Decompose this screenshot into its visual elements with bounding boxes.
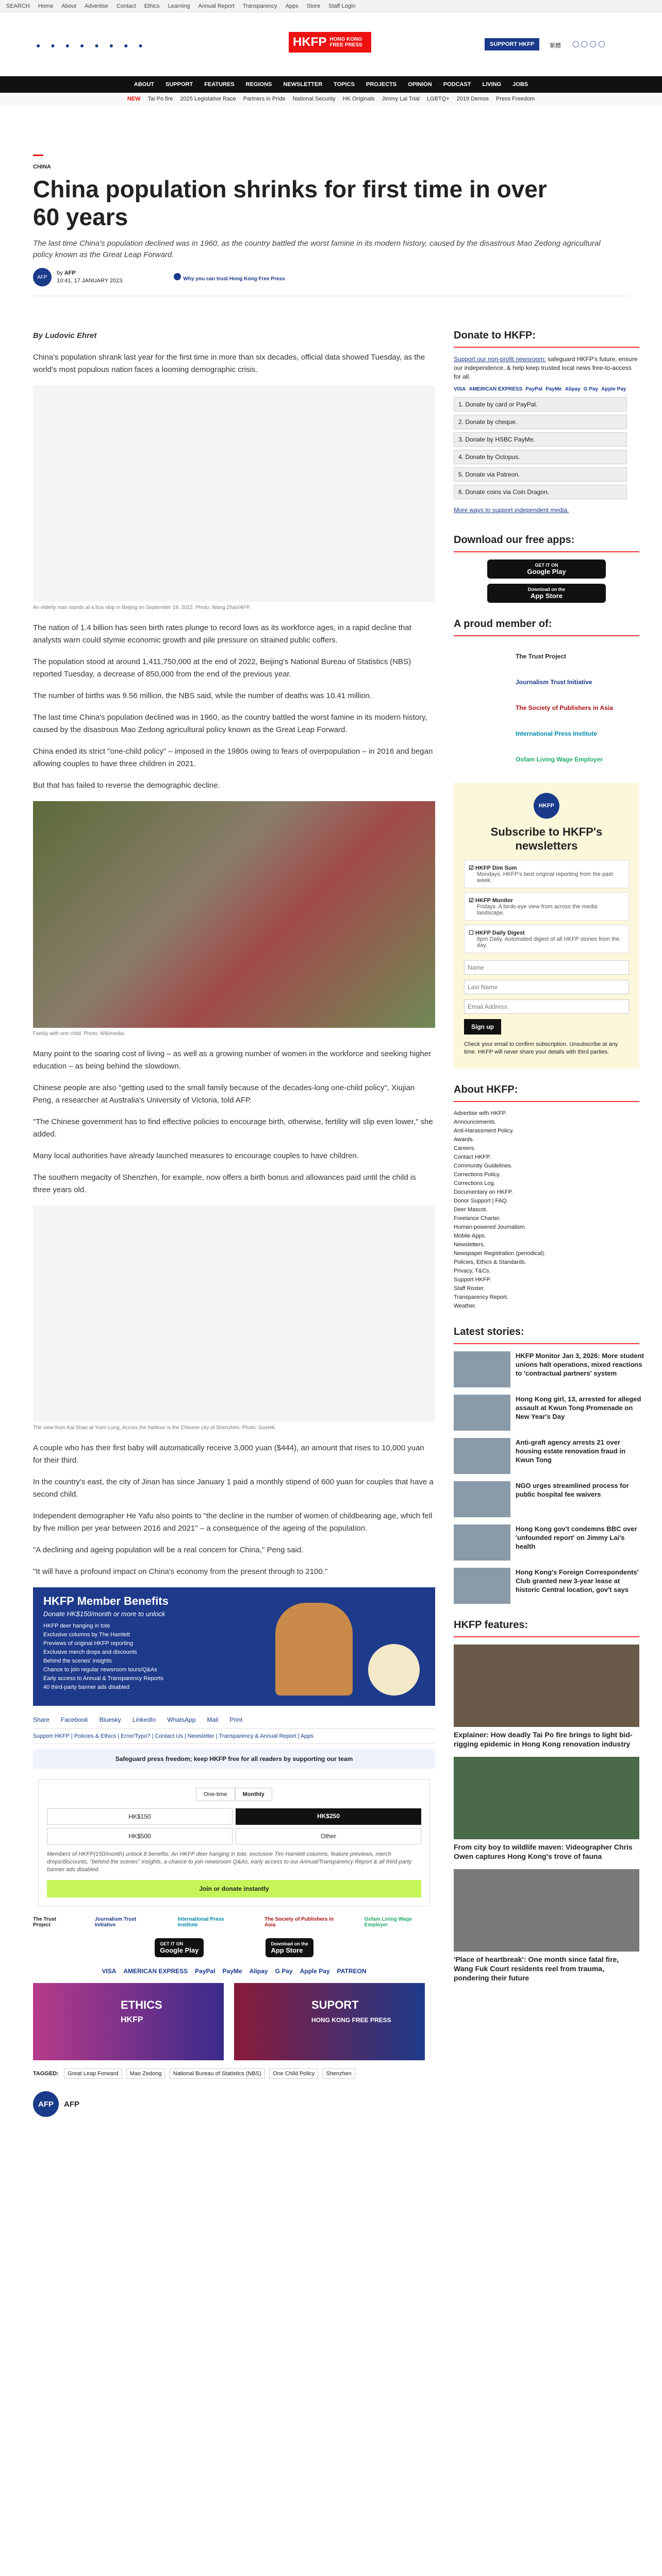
feature-image[interactable] — [454, 1645, 639, 1727]
latest-story[interactable]: Hong Kong gov't condemns BBC over 'unfounded report' on Jimmy Lai's health — [454, 1524, 644, 1561]
payme-logo: PayMe — [222, 1968, 242, 1975]
category-label[interactable]: CHINA — [33, 164, 51, 170]
nav-about[interactable]: ABOUT — [134, 81, 154, 88]
paragraph: A couple who has their first baby will automatically receive 3,000 yuan ($444), an amount that rises to 10,000 yuan for their third. — [33, 1444, 424, 1465]
trend-1[interactable]: Tai Po fire — [147, 96, 173, 102]
about-link[interactable]: Privacy, T&Cs. — [454, 1268, 491, 1274]
member-benefits-banner[interactable]: HKFP Member Benefits Donate HK$150/month or more to unlock HKFP deer hanging in tote Exclusive columns by The Hamlett Previews of original HKFP reporting Exclusive merch drops and discounts Behind the scenes' insights Chance to join regular newsroom tours/Q&As Early access to Annual & Transparency Reports 40 third-party banner ads disabled — [33, 1587, 435, 1706]
paragraph: The population stood at around 1,411,750,000 at the end of 2022, Beijing's National Bureau of Statistics (NBS) reported Tuesday, a decrease of 850,000 from the end of the previous year. — [33, 657, 411, 679]
caption: An elderly man stands at a bus stop in Beijing on September 19, 2022. Photo: Wang Zhao/AFP. — [33, 605, 251, 611]
about-link[interactable]: Anti-Harassment Policy. — [454, 1128, 514, 1134]
paragraph: Many point to the soaring cost of living – as well as a growing number of women in the workforce and seeking higher education – as being behind the slowdown. — [33, 1049, 432, 1071]
top-transparency[interactable]: Transparency — [242, 3, 277, 9]
sidebar-app-store[interactable]: Download on the App Store — [487, 584, 606, 603]
paypal-logo: PayPal — [195, 1968, 216, 1975]
deer-mascot — [275, 1603, 353, 1696]
nl-option-dimsum[interactable]: ☑ HKFP Dim Sum Mondays. HKFP's best original reporting from the past week. — [464, 860, 629, 888]
partner-jti[interactable]: Journalism Trust Initiative — [94, 1917, 137, 1928]
apps-heading: Download our free apps: — [454, 534, 639, 552]
header-icons[interactable]: ◯ ◯ ◯ ◯ — [572, 40, 605, 47]
shield-icon — [174, 273, 181, 280]
about-link[interactable]: Transparency Report. — [454, 1294, 508, 1300]
trend-3[interactable]: Partners in Pride — [243, 96, 286, 102]
top-home[interactable]: Home — [38, 3, 54, 9]
hkfp-circle-logo: HKFP — [534, 793, 559, 819]
ethics-promo[interactable]: ETHICS HKFP — [33, 1983, 224, 2060]
paragraph: "A declining and ageing population will be a real concern for China," Peng said. — [33, 1546, 304, 1554]
top-advertise[interactable]: Advertise — [84, 3, 108, 9]
top-store[interactable]: Store — [306, 3, 321, 9]
trend-7[interactable]: LGBTQ+ — [426, 96, 450, 102]
trend-8[interactable]: 2019 Demos — [456, 96, 489, 102]
name-field[interactable] — [464, 960, 629, 975]
newsletter-heading: Subscribe to HKFP's newsletters — [490, 825, 603, 852]
tag-item[interactable]: Shenzhen — [322, 2069, 355, 2079]
donate-heading: Donate to HKFP: — [454, 330, 639, 348]
newsletter-box — [454, 783, 639, 1069]
nl-option-monitor[interactable]: ☑ HKFP Monitor Fridays. A birds-eye view from across the media landscape. — [464, 892, 629, 921]
about-heading: About HKFP: — [454, 1084, 639, 1102]
feature-title[interactable]: From city boy to wildlife maven: Videographer Chris Owen captures Hong Kong's trove of fauna — [454, 1843, 633, 1860]
top-about[interactable]: About — [61, 3, 76, 9]
partner-oxfam[interactable]: Oxfam Living Wage Employer — [364, 1917, 412, 1928]
monthly-tab[interactable]: Monthly — [235, 1788, 272, 1801]
safeguard-line[interactable]: Safeguard press freedom; keep HKFP free for all readers by supporting our team — [33, 1749, 435, 1769]
about-link[interactable]: Mobile Apps. — [454, 1233, 486, 1239]
share-linkedin[interactable]: LinkedIn — [132, 1716, 156, 1723]
share-print[interactable]: Print — [229, 1716, 243, 1723]
latest-story[interactable]: Hong Kong girl, 13, arrested for alleged assault at Kwun Tong Promenade on New Year's Day — [454, 1395, 644, 1431]
trending-bar — [0, 93, 662, 105]
share-facebook[interactable]: Facebook — [61, 1716, 88, 1723]
about-link[interactable]: Documentary on HKFP. — [454, 1189, 513, 1195]
photo-shenzhen — [33, 1206, 435, 1422]
share-mail[interactable]: Mail — [207, 1716, 219, 1723]
amex-logo: AMERICAN EXPRESS — [123, 1968, 188, 1975]
photo-family — [33, 801, 435, 1028]
about-link[interactable]: Newspaper Registration (periodical). — [454, 1250, 545, 1257]
app-store-row — [33, 1938, 435, 1957]
caption: Family with one child. Photo: Wikimedia. — [33, 1031, 125, 1037]
paragraph: "It will have a profound impact on China's economy from the present through to 2100." — [33, 1567, 328, 1576]
feature-title[interactable]: 'Place of heartbreak': One month since fatal fire, Wang Fuk Court residents reel from trauma, pondering their future — [454, 1955, 619, 1982]
story-thumbnail — [454, 1351, 510, 1387]
sidebar-google-play[interactable]: GET IT ON Google Play — [487, 560, 606, 579]
about-link[interactable]: Announcements. — [454, 1119, 496, 1125]
app-store-badge[interactable]: Download on the App Store — [266, 1938, 313, 1957]
site-header — [0, 0, 662, 77]
nav-projects[interactable]: PROJECTS — [366, 81, 397, 88]
trend-9[interactable]: Press Freedom — [495, 96, 535, 102]
author-box — [33, 2091, 435, 2117]
about-link[interactable]: Newsletters. — [454, 1242, 485, 1248]
member-logos: The Trust Project Journalism Trust Initiative The Society of Publishers in Asia International Press Institute Oxfam Living Wage Employer — [516, 653, 613, 763]
story-thumbnail — [454, 1524, 510, 1561]
author-name[interactable]: AFP — [64, 270, 76, 276]
nl-option-digest[interactable]: ☐ HKFP Daily Digest 6pm Daily. Automated digest of all HKFP stories from the day. — [464, 925, 629, 953]
donate-cheque[interactable]: 2. Donate by cheque. — [454, 415, 627, 429]
last-name-field[interactable] — [464, 980, 629, 994]
partner-sopa[interactable]: The Society of Publishers in Asia — [264, 1917, 334, 1928]
trend-6[interactable]: Jimmy Lai Trial — [382, 96, 420, 102]
anniversary-badge — [368, 1644, 420, 1696]
google-play-badge[interactable]: GET IT ON Google Play — [155, 1938, 204, 1957]
tag-item[interactable]: Great Leap Forward — [64, 2069, 122, 2079]
nav-jobs[interactable]: JOBS — [512, 81, 528, 88]
support-button[interactable]: SUPPORT HKFP — [485, 38, 539, 50]
trend-2[interactable]: 2025 Legislative Race — [180, 96, 236, 102]
nav-support[interactable]: SUPPORT — [166, 81, 193, 88]
about-link[interactable]: Corrections Log. — [454, 1180, 495, 1187]
site-logo[interactable]: HKFP HONG KONG FREE PRESS — [289, 32, 371, 53]
support-links[interactable]: Support HKFP | Policies & Ethics | Error/Typo? | Contact Us | Newsletter | Transparency & Annual Report | Apps — [33, 1728, 435, 1744]
about-link[interactable]: Awards. — [454, 1137, 474, 1143]
publish-date: 10:41, 17 JANUARY 2023 — [57, 278, 123, 284]
about-link[interactable]: Human-powered Journalism. — [454, 1224, 526, 1230]
nav-living[interactable]: LIVING — [482, 81, 502, 88]
donate-card[interactable]: 1. Donate by card or PayPal. — [454, 397, 627, 412]
top-annual[interactable]: Annual Report — [198, 3, 235, 9]
about-link[interactable]: Staff Roster. — [454, 1285, 485, 1292]
tag-item[interactable]: National Bureau of Statistics (NBS) — [170, 2069, 265, 2079]
gpay-logo: G Pay — [275, 1968, 293, 1975]
standfirst: The last time China's population declined was in 1960, as the country battled the worst famine in its modern history, caused by the disastrous Mao Zedong agricultural policy known as the Great Leap Forward. — [33, 239, 601, 259]
about-link[interactable]: Policies, Ethics & Standards. — [454, 1259, 526, 1265]
feature-image[interactable] — [454, 1869, 639, 1952]
latest-story[interactable]: NGO urges streamlined process for public hospital fee waivers — [454, 1481, 644, 1517]
story-thumbnail — [454, 1481, 510, 1517]
about-link[interactable]: Contact HKFP. — [454, 1154, 491, 1160]
latest-heading: Latest stories: — [454, 1326, 639, 1344]
more-ways-link[interactable]: More ways to support independent media. — [454, 506, 569, 514]
donate-patreon[interactable]: 5. Donate via Patreon. — [454, 467, 627, 482]
author-box-name[interactable]: AFP — [64, 2099, 79, 2109]
about-link[interactable]: Advertise with HKFP. — [454, 1110, 507, 1116]
about-link[interactable]: Community Guidelines. — [454, 1163, 512, 1169]
category-rule — [33, 155, 43, 156]
donate-coins[interactable]: 6. Donate coins via Coin Dragon. — [454, 485, 627, 499]
nav-newsletter[interactable]: NEWSLETTER — [283, 81, 323, 88]
nav-regions[interactable]: REGIONS — [245, 81, 272, 88]
donate-note: Members of HKFP(150/month) unlock 8 benefits: An HKFP deer hanging in tote, exclusive Tim Hamlett columns, feature previews, merch drops/discounts, "behind the scenes" insights, a chance to join newsroom Q&As, early access to our Annual/Transparency Report & all third-party banner ads disabled. — [47, 1851, 412, 1873]
tag-item[interactable]: One Child Policy — [269, 2069, 318, 2079]
top-login[interactable]: Staff Login — [328, 3, 356, 9]
photo-elderly-man — [33, 385, 435, 602]
headline: China population shrinks for first time in over 60 years — [33, 176, 547, 230]
alipay-logo: Alipay — [249, 1968, 268, 1975]
paragraph: In the country's east, the city of Jinan has since January 1 paid a monthly stipend of 600 yuan for couples that have a second child. — [33, 1478, 434, 1499]
meta-row: AFP by AFP 10:41, 17 JANUARY 2023 Why you can trust Hong Kong Free Press — [33, 268, 629, 296]
paragraph: The southern megacity of Shenzhen, for example, now offers a birth bonus and allowances paid until the child is three years old. — [33, 1173, 416, 1194]
about-link[interactable]: Corrections Policy. — [454, 1172, 501, 1178]
paragraph: Many local authorities have already launched measures to encourage couples to have children. — [33, 1151, 359, 1160]
latest-story[interactable]: HKFP Monitor Jan 3, 2026: More student unions halt operations, mixed reactions to 'contractual partners' system — [454, 1351, 644, 1387]
nav-features[interactable]: FEATURES — [204, 81, 235, 88]
newsletter-note: Check your email to confirm subscription. Unsubscribe at any time. HKFP will never share your details with third parties. — [464, 1041, 618, 1055]
applepay-logo: Apple Pay — [300, 1968, 330, 1975]
paragraph: The number of births was 9.56 million, the NBS said, while the number of deaths was 10.41 million. — [33, 691, 372, 700]
about-link[interactable]: Donor Support | FAQ. — [454, 1198, 508, 1204]
caption: The view from Kai Shan at Yuen Long, Across the harbour is the Chinese city of Shenzhen. Photo: GovHK. — [33, 1425, 277, 1431]
payment-logos — [33, 1968, 435, 1975]
promo-row — [33, 1983, 435, 2060]
member-heading: A proud member of: — [454, 618, 639, 636]
author-box-avatar: AFP — [33, 2091, 59, 2117]
join-button[interactable]: Join or donate instantly — [47, 1880, 421, 1897]
feature-image[interactable] — [454, 1757, 639, 1839]
trust-link[interactable]: Why you can trust Hong Kong Free Press — [174, 273, 285, 282]
paragraph: "The Chinese government has to find effective policies to encourage birth, otherwise, fertility will slip even lower," she added. — [33, 1117, 433, 1139]
trend-5[interactable]: HK Originals — [342, 96, 375, 102]
top-search[interactable]: SEARCH — [6, 3, 30, 9]
top-bar — [0, 0, 662, 12]
paragraph: Chinese people are also "getting used to the small family because of the decades-long one-child policy", Xiujian Peng, a researcher at Australia's University of Victoria, told AFP. — [33, 1083, 415, 1105]
amount-250[interactable]: HK$250 — [236, 1808, 421, 1825]
partner-trust-project[interactable]: The Trust Project — [33, 1917, 57, 1928]
donate-payme[interactable]: 3. Donate by HSBC PayMe. — [454, 432, 627, 447]
latest-story[interactable]: Anti-graft agency arrests 21 over housing estate renovation fraud in Kwun Tong — [454, 1438, 644, 1474]
share-bluesky[interactable]: Bluesky — [99, 1716, 121, 1723]
about-list — [454, 1109, 639, 1311]
about-link[interactable]: Freelance Charter. — [454, 1215, 501, 1222]
paragraph: Independent demographer He Yafu also points to "the decline in the number of women of childbearing age, which fell by five million per year between 2016 and 2021" – a consequence of the ageing of the population. — [33, 1512, 433, 1533]
main-nav — [0, 76, 662, 93]
story-thumbnail — [454, 1568, 510, 1604]
paragraph: China ended its strict "one-child policy" – imposed in the 1980s owing to fears of overpopulation – in 2016 and began allowing couples to have three children in 2021. — [33, 747, 433, 768]
share-whatsapp[interactable]: WhatsApp — [167, 1716, 196, 1723]
social-icons[interactable]: ● ● ● ● ● ● ● ● — [36, 41, 147, 49]
article-body — [33, 330, 435, 2117]
about-link[interactable]: Support HKFP. — [454, 1277, 491, 1283]
byline: By Ludovic Ehret — [33, 331, 97, 340]
about-link[interactable]: Deer Mascot. — [454, 1207, 488, 1213]
trend-4[interactable]: National Security — [292, 96, 336, 102]
support-promo[interactable]: SUPORT HONG KONG FREE PRESS — [234, 1983, 425, 2060]
share-row — [33, 1716, 435, 1723]
donate-octopus[interactable]: 4. Donate by Octopus. — [454, 450, 627, 464]
paragraph: The last time China's population declined was in 1960, as the country battled the worst famine in its modern history, caused by the disastrous Mao Zedong agricultural policy known as the Great Leap Forward. — [33, 713, 427, 734]
visa-logo: VISA — [102, 1968, 117, 1975]
tags-row: TAGGED: Great Leap Forward Mao Zedong National Bureau of Statistics (NBS) One Child Policy Shenzhen — [33, 2069, 435, 2081]
tag-item[interactable]: Mao Zedong — [126, 2069, 166, 2079]
nav-opinion[interactable]: OPINION — [408, 81, 432, 88]
top-learning[interactable]: Learning — [168, 3, 190, 9]
top-ethics[interactable]: Ethics — [144, 3, 160, 9]
nonprofit-link[interactable]: Support our non-profit newsroom: — [454, 355, 546, 363]
language-toggle[interactable]: 繁體 — [550, 43, 561, 49]
paragraph: But that has failed to reverse the demographic decline. — [33, 781, 220, 790]
paragraph: The nation of 1.4 billion has seen birth rates plunge to record lows as its workforce ages, in a rapid decline that analysts warn could stymie economic growth and pile pressure on strained public coffers. — [33, 623, 411, 645]
amount-500[interactable]: HK$500 — [47, 1828, 233, 1844]
top-contact[interactable]: Contact — [116, 3, 136, 9]
nav-podcast[interactable]: PODCAST — [443, 81, 471, 88]
new-label: NEW — [127, 96, 141, 102]
email-field[interactable] — [464, 999, 629, 1014]
share-label: Share — [33, 1716, 50, 1723]
onetime-tab[interactable]: One-time — [196, 1788, 235, 1801]
paragraph: China's population shrank last year for the first time in more than six decades, official data showed Tuesday, as the world's most populous nation faces a looming demographic crisis. — [33, 353, 425, 374]
partner-ipi[interactable]: International Press Institute — [177, 1917, 224, 1928]
author-avatar: AFP — [33, 268, 52, 286]
patreon-logo: PATREON — [337, 1968, 367, 1975]
about-link[interactable]: Careers. — [454, 1145, 476, 1151]
features-heading: HKFP features: — [454, 1619, 639, 1637]
story-thumbnail — [454, 1395, 510, 1431]
signup-button[interactable]: Sign up — [464, 1019, 501, 1035]
about-link[interactable]: Weather. — [454, 1303, 476, 1309]
sidebar: Donate to HKFP: Support our non-profit newsroom: safeguard HKFP's future, ensure our independence, & help keep trusted local news free-to-access for all. VISA AMERICAN EXPRESS PayPal PayMe Alipay G Pay Apple Pay 1. Donate by card or PayPal. 2. Donate by cheque. 3. Donate by HSBC PayMe. 4. Donate by Octopus. 5. Donate via Patreon. 6. Donate coins via Coin Dragon. More ways to support independent media. Download our free apps: GET IT ON Google Play Download on the App Store A proud member of: The Trust Project Journalism Trust Initiative The Society of Publishers in Asia International Press Institute Oxfam Living Wage Employer HKFP Subscribe to HKFP's newsletters ☑ HKFP Dim Sum Mondays. HKFP's best original reporting from the past week. ☑ HKFP Monitor Fridays. A birds-eye view from across the media landscape. ☐ HKFP Daily Digest 6pm Daily. Automated digest of all HKFP stories from the day. Name Last Name Email Address Sign up Check your email to confirm subscription. Unsubscribe at any time. HKFP will never share your details with third parties. About HKFP: Advertise with HKFP. Announcements. Anti-Harassment Policy. Awards. Careers. Contact HKFP. Community Guidelines. Corrections Policy. Corrections Log. Documentary on HKFP. Donor Support | FAQ. Deer Mascot. Freelance Charter. Human-powered Journalism. Mobile Apps. Newsletters. Newspaper Registration (periodical). Policies, Ethics & Standards. Privacy, T&Cs. Support HKFP. Staff Roster. Transparency Report. Weather. Latest stories: HKFP Monitor Jan 3, 2026: More student unions halt operations, mixed reactions to 'contractual partners' system Hong Kong girl, 13, arrested for alleged assault at Kwun Tong Promenade on New Year's Day Anti-graft agency arrests 21 over housing estate renovation fraud in Kwun Tong NGO urges streamlined process for public hospital fee waivers Hong Kong gov't condemns BBC over 'unfounded report' on Jimmy Lai's health Hong Kong's Foreign Correspondents' Club granted new 3-year lease at historic Central location, gov't says HKFP features: Explainer: How deadly Tai Po fire brings to light bid-rigging epidemic in Hong Kong renovation industry From city boy to wildlife maven: Videographer Chris Owen captures Hong Kong's trove of fauna 'Place of heartbreak': One month since fatal fire, Wang Fuk Court residents reel from trauma, pondering their future — [454, 330, 639, 1982]
payment-icons: VISA AMERICAN EXPRESS PayPal PayMe Alipay G Pay Apple Pay — [454, 386, 626, 392]
partner-logos — [33, 1917, 435, 1928]
top-apps[interactable]: Apps — [285, 3, 299, 9]
amount-other[interactable]: Other — [236, 1828, 421, 1844]
story-thumbnail — [454, 1438, 510, 1474]
latest-story[interactable]: Hong Kong's Foreign Correspondents' Club granted new 3-year lease at historic Central location, gov't says — [454, 1568, 644, 1604]
feature-title[interactable]: Explainer: How deadly Tai Po fire brings to light bid-rigging epidemic in Hong Kong renovation industry — [454, 1731, 633, 1748]
nav-topics[interactable]: TOPICS — [334, 81, 355, 88]
amount-150[interactable]: HK$150 — [47, 1808, 233, 1825]
donate-form — [38, 1779, 430, 1906]
